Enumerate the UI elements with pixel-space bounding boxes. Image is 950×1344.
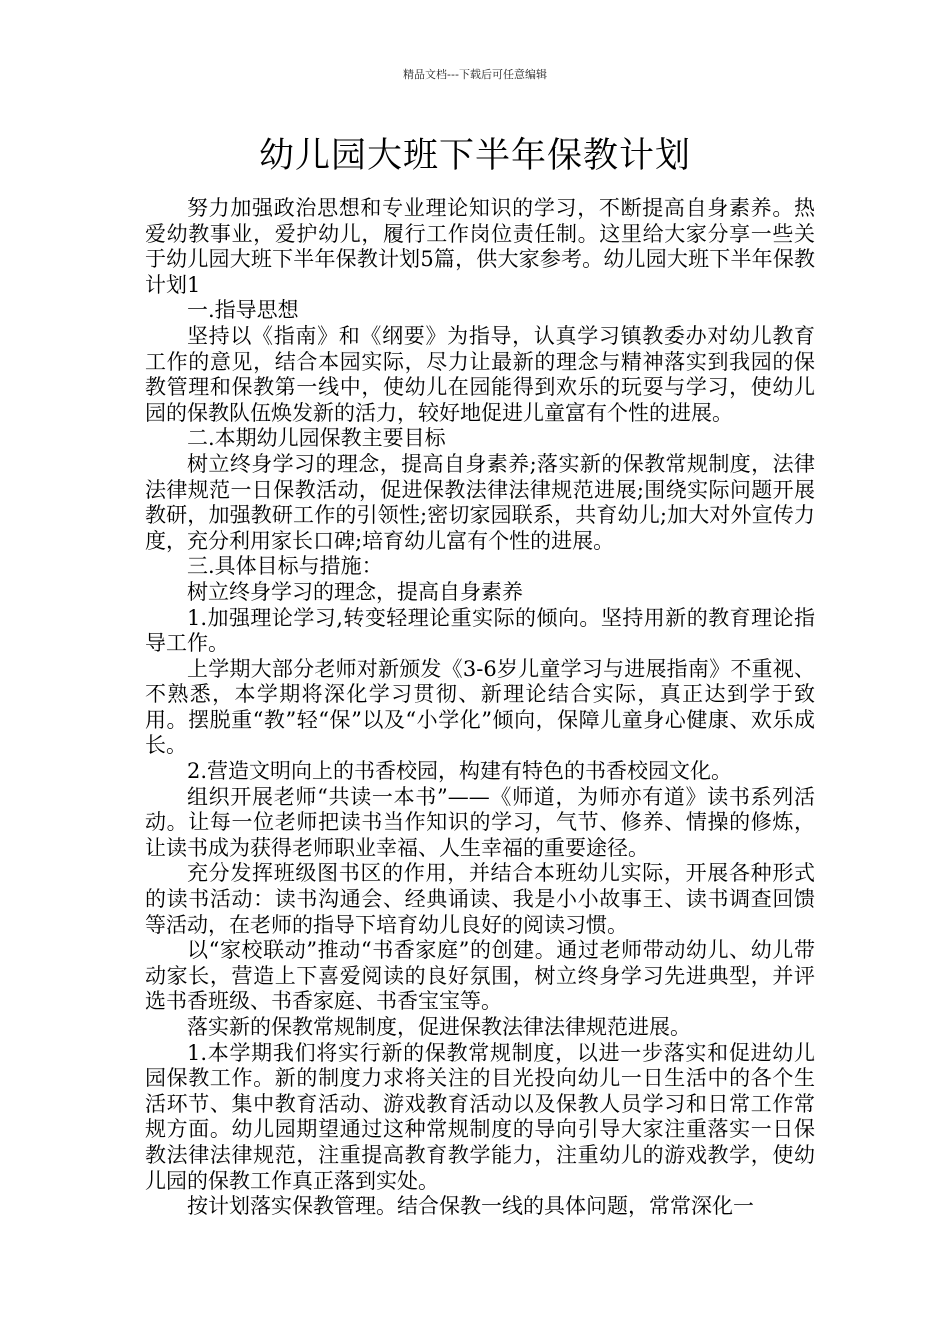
document-title: 幼儿园大班下半年保教计划 <box>258 136 691 176</box>
document-body <box>145 196 815 1220</box>
section-heading: 二.本期幼儿园保教主要目标 <box>187 426 446 451</box>
paragraph: 2.营造文明向上的书香校园，构建有特色的书香校园文化。 <box>187 759 733 784</box>
paragraph: 组织开展老师“共读一本书”——《师道，为师亦有道》读书系列活动。让每一位老师把读书当作知识的学习，气节、修养、情操的修炼，让读书成为获得老师职业幸福、人生幸福的重要途径。 <box>145 784 815 860</box>
page-header: 精品文档---下载后可任意编辑 <box>403 68 547 81</box>
paragraph: 树立终身学习的理念，提高自身素养 <box>187 579 523 604</box>
paragraph: 以“家校联动”推动“书香家庭”的创建。通过老师带动幼儿、幼儿带动家长，营造上下喜爱阅读的良好氛围，树立终身学习先进典型，并评选书香班级、书香家庭、书香宝宝等。 <box>145 938 815 1014</box>
paragraph: 坚持以《指南》和《纲要》为指导，认真学习镇教委办对幼儿教育工作的意见，结合本园实际，尽力让最新的理念与精神落实到我园的保教管理和保教第一线中，使幼儿在园能得到欢乐的玩耍与学习，使幼儿园的保教队伍焕发新的活力，较好地促进儿童富有个性的进展。 <box>145 323 815 425</box>
paragraph: 上学期大部分老师对新颁发《3-6岁儿童学习与进展指南》不重视、不熟悉，本学期将深化学习贯彻、新理论结合实际，真正达到学于致用。摆脱重“教”轻“保”以及“小学化”倾向，保障儿童身心健康、欢乐成长。 <box>145 656 815 758</box>
section-heading: 一.指导思想 <box>187 298 299 323</box>
paragraph: 树立终身学习的理念，提高自身素养;落实新的保教常规制度，法律法律规范一日保教活动，促进保教法律法律规范进展;围绕实际问题开展教研，加强教研工作的引领性;密切家园联系，共育幼儿;加大对外宣传力度，充分利用家长口碑;培育幼儿富有个性的进展。 <box>145 451 815 553</box>
paragraph: 按计划落实保教管理。结合保教一线的具体问题，常常深化一 <box>187 1194 754 1219</box>
section-heading: 三.具体目标与措施： <box>187 554 383 579</box>
paragraph: 充分发挥班级图书区的作用，并结合本班幼儿实际，开展各种形式的读书活动：读书沟通会、经典诵读、我是小小故事王、读书调查回馈等活动，在老师的指导下培育幼儿良好的阅读习惯。 <box>145 861 815 937</box>
paragraph: 努力加强政治思想和专业理论知识的学习，不断提高自身素养。热爱幼教事业，爱护幼儿，履行工作岗位责任制。这里给大家分享一些关于幼儿园大班下半年保教计划5篇，供大家参考。幼儿园大班下半年保教计划1 <box>145 196 815 297</box>
paragraph: 落实新的保教常规制度，促进保教法律法律规范进展。 <box>187 1015 691 1039</box>
paragraph: 1.加强理论学习,转变轻理论重实际的倾向。坚持用新的教育理论指导工作。 <box>145 605 815 656</box>
paragraph: 1.本学期我们将实行新的保教常规制度，以进一步落实和促进幼儿园保教工作。新的制度力求将关注的目光投向幼儿一日生活中的各个生活环节、集中教育活动、游戏教育活动以及保教人员学习和日常工作常规方面。幼儿园期望通过这种常规制度的导向引导大家注重落实一日保教法律法律规范，注重提高教育教学能力，注重幼儿的游戏教学，使幼儿园的保教工作真正落到实处。 <box>145 1040 815 1193</box>
